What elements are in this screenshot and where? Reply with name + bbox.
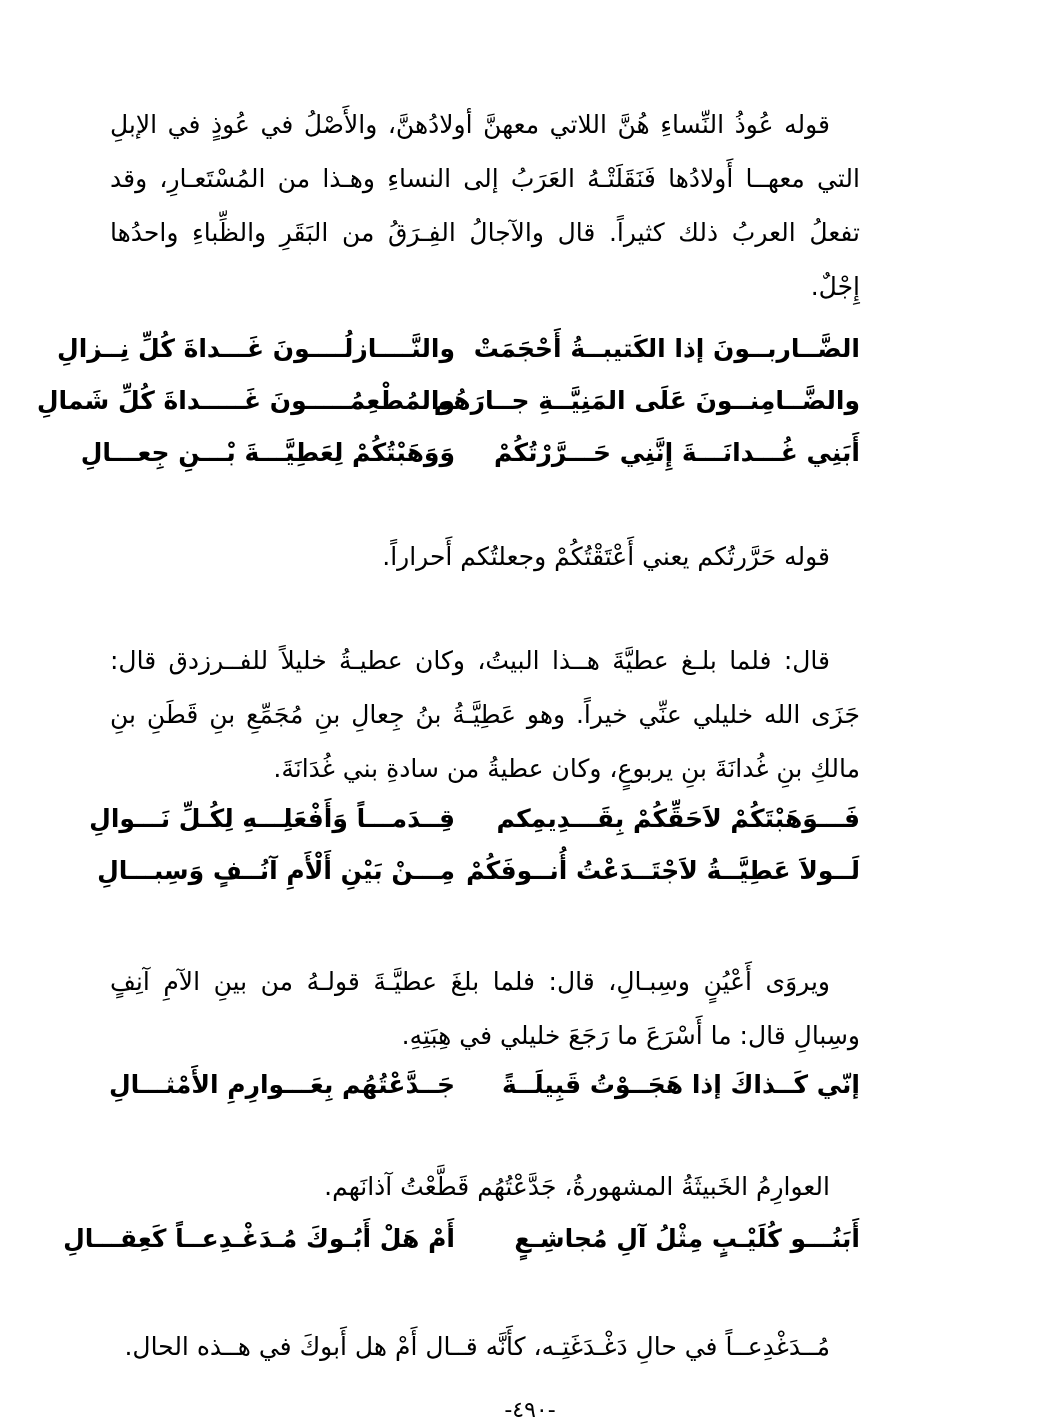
paragraph-text: مُــدَغْدِعــاً في حالِ دَغْـدَغَتِـه، كأَنَّه قــال أَمْ هل أَبوكَ في هــذه الحال. <box>124 1332 830 1361</box>
paragraph-text: قوله عُوذُ النِّساءِ هُنَّ اللاتي معهنَّ أولادُهنَّ، والأَصْلُ في عُوذٍ في الإبلِ التي معهــا أَولادُها فَنَقَلَتْـهُ العَرَبُ إلى النساءِ وهـذا من المُسْتَعـارِ، وقد تفعلُ العربُ ذلك كثيراً. قال والآجالُ الفِـرَقُ من البَقَرِ والظِّباءِ واحدُها إِجْلٌ. <box>110 110 860 301</box>
verse-hemistich-second: وَوَهَبْتُكُمْ لِعَطِيَّـــةَ بْـــنِ جِعـــالِ <box>80 438 455 467</box>
verse-line <box>80 426 860 480</box>
paragraph-text: العوارِمُ الخَبيثَةُ المشهورةُ، جَدَّعْتُهُم قَطَّعْتُ آذانَهم. <box>324 1172 830 1201</box>
paragraph-commentary-3 <box>110 1160 860 1214</box>
paragraph-narration-1 <box>110 634 860 796</box>
verse-hemistich-second: والنَّــــازلُــــونَ غَـــداةَ كُلِّ نِــزالِ <box>57 334 455 363</box>
page-number: -٤٩٠- <box>504 1398 556 1423</box>
verse-hemistich-first: الضَّــاربــونَ إذا الكَتيبــةُ أَحْجَمَتْ <box>473 334 860 363</box>
verse-line <box>63 1212 860 1266</box>
verse-hemistich-second: والمُطْعِمُـــــونَ غَـــــداةَ كُلِّ شَمالِ <box>36 386 455 415</box>
paragraph-commentary-1 <box>110 98 860 314</box>
verse-hemistich-first: والضَّــامِنــونَ عَلَى المَنِيَّــةِ جــارَهُم <box>433 386 860 415</box>
verse-hemistich-second: جَــدَّعْتُهُم بِعَـــوارِمِ الأَمْثـــالِ <box>108 1070 455 1099</box>
verse-hemistich-first: فَـــوَهَبْتَكُمْ لاَحَقِّكُمْ بِقَـــدِيمِكم <box>496 804 860 833</box>
paragraph-text: قال: فلما بلـغ عطيَّةَ هــذا البيتُ، وكان عطيـةُ خليلاً للفــرزدق قال: جَزَى الله خليلي عنِّي خيراً. وهو عَطِيَّـةُ بنُ جِعالِ بنِ مُجَمِّعِ بنِ قَطَنِ بنِ مالكِ بنِ غُدانَةَ بنِ يربوعٍ، وكان عطيةُ من سادةِ بني غُدَانَةَ. <box>110 646 860 783</box>
paragraph-narration-2 <box>110 955 860 1063</box>
verse-hemistich-first: إنّي كَــذاكَ إذا هَجَــوْتُ قَبِيلَــةً <box>501 1070 860 1099</box>
verse-hemistich-second: قِــدَمـــاً وَأَفْعَلِـــهِ لِكُـلِّ نَـــوالِ <box>89 804 455 833</box>
verse-line <box>36 374 860 428</box>
verse-hemistich-first: أَبَنُـــو كُلَيْـبٍ مِثْلُ آلِ مُجاشِـعٍ <box>514 1224 860 1253</box>
paragraph-text: ويروَى أَعْيُنٍ وسِبـالِ، قال: فلما بلغَ عطيَّـةَ قولـهُ من بينِ الآمِ آنِفٍ وسِبالِ قال: ما أَسْرَعَ ما رَجَعَ خليلي في هِبَتِهِ. <box>110 967 860 1050</box>
verse-hemistich-second: أَمْ هَلْ أَبُـوكَ مُـدَغْـدِعــاً كَعِقـــالِ <box>63 1224 455 1253</box>
paragraph-commentary-2 <box>110 530 860 584</box>
paragraph-commentary-4 <box>110 1320 860 1374</box>
verse-line <box>57 322 860 376</box>
verse-hemistich-second: مِـــنْ بَيْنِ أَلْأَمِ آنُــفٍ وَسِبـــالِ <box>97 856 455 885</box>
paragraph-text: قوله حَرَّرتُكم يعني أَعْتَقْتُكُمْ وجعلتُكم أَحراراً. <box>382 542 830 571</box>
verse-hemistich-first: أَبَنِي غُـــدانَـــةَ إِنَّنِي حَـــرَّرْتُكُمْ <box>493 438 860 467</box>
verse-line <box>110 1058 860 1112</box>
verse-line <box>89 792 860 846</box>
verse-line <box>97 844 860 898</box>
verse-hemistich-first: لَــولاَ عَطِيَّــةُ لاَجْتَــدَعْتُ أُنــوفَكُمْ <box>466 856 860 885</box>
